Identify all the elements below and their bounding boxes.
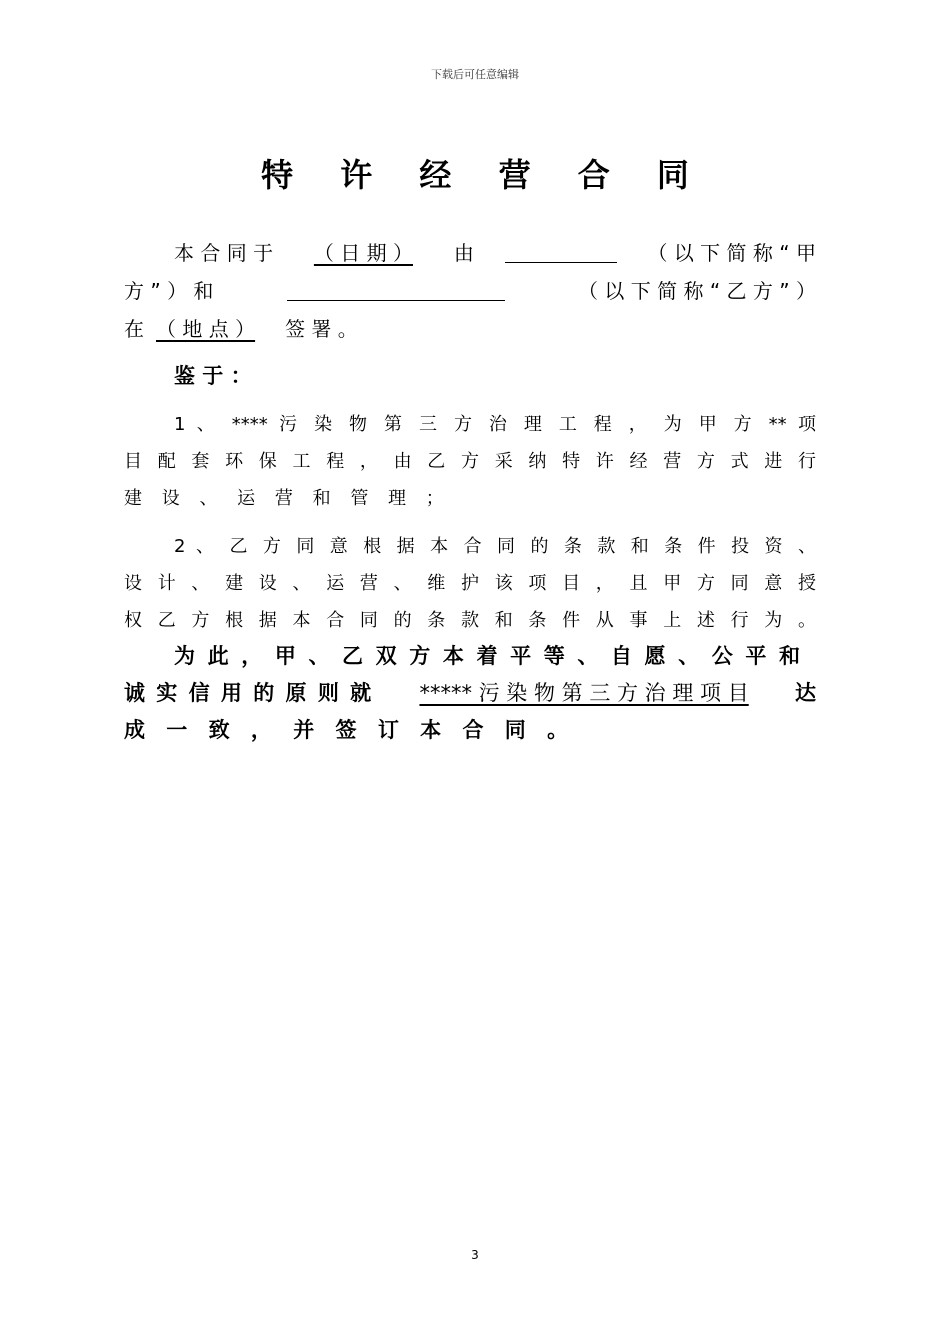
clause-text: 目 配 套 环 保 工 程 ， 由 乙 方 采 纳 特 许 经 营 方 式 进 行: [124, 451, 816, 472]
clause-text: 设 计 、 建 设 、 运 营 、 维 护 该 项 目 ， 且 甲 方 同 意 授: [124, 573, 816, 594]
clause-1-line-1: [174, 404, 816, 442]
intro-text: （ 以 下 简 称 “ 乙 方 ” ）: [578, 278, 816, 303]
clause-2-line-1: [174, 526, 816, 564]
intro-line-2: [124, 270, 816, 308]
conclusion-text: 诚 实 信 用 的 原 则 就: [124, 681, 374, 705]
conclusion-line-2: [124, 673, 816, 711]
whereas-heading: [174, 356, 816, 394]
clause-1-line-3: [124, 478, 816, 516]
clause-2-line-2: [124, 563, 816, 601]
project-name-field[interactable]: ***** 污 染 物 第 三 方 治 理 项 目: [419, 681, 749, 705]
document-title: 特 许 经 营 合 同: [261, 156, 707, 194]
clause-text: 1 、 **** 污 染 物 第 三 方 治 理 工 程 ， 为 甲 方 ** 项: [174, 414, 816, 435]
intro-text: 签 署 。: [285, 316, 358, 341]
clause-text: 建 设 、 运 营 和 管 理 ；: [124, 488, 451, 509]
intro-line-3: [124, 308, 816, 346]
intro-text: 在: [124, 316, 144, 341]
clause-text: 2 、 乙 方 同 意 根 据 本 合 同 的 条 款 和 条 件 投 资 、: [174, 536, 816, 557]
intro-line-1: [174, 232, 816, 270]
conclusion-line-3: [124, 710, 816, 748]
intro-text: （ 以 下 简 称 “ 甲: [647, 240, 816, 265]
header-note: 下载后可任意编辑: [431, 68, 519, 81]
conclusion-line-1: [174, 636, 816, 674]
clause-1-line-2: [124, 441, 816, 479]
whereas-label: 鉴 于 ：: [174, 364, 252, 388]
conclusion-text: 为 此 ， 甲 、 乙 双 方 本 着 平 等 、 自 愿 、 公 平 和: [174, 644, 800, 668]
place-field[interactable]: （ 地 点 ）: [156, 316, 256, 341]
intro-text: 方 ” ） 和: [124, 278, 214, 303]
party-b-blank[interactable]: [287, 278, 505, 301]
clause-text: 权 乙 方 根 据 本 合 同 的 条 款 和 条 件 从 事 上 述 行 为 。: [124, 610, 816, 631]
date-field[interactable]: （ 日 期 ）: [313, 240, 413, 265]
clause-2-line-3: [124, 600, 816, 638]
conclusion-text: 达: [794, 681, 816, 705]
conclusion-text: 成 一 致 ， 并 签 订 本 合 同 。: [124, 718, 576, 742]
page-number: 3: [471, 1248, 479, 1262]
intro-text: 由: [453, 240, 474, 265]
party-a-blank[interactable]: [505, 240, 617, 263]
intro-text: 本 合 同 于: [174, 240, 274, 265]
